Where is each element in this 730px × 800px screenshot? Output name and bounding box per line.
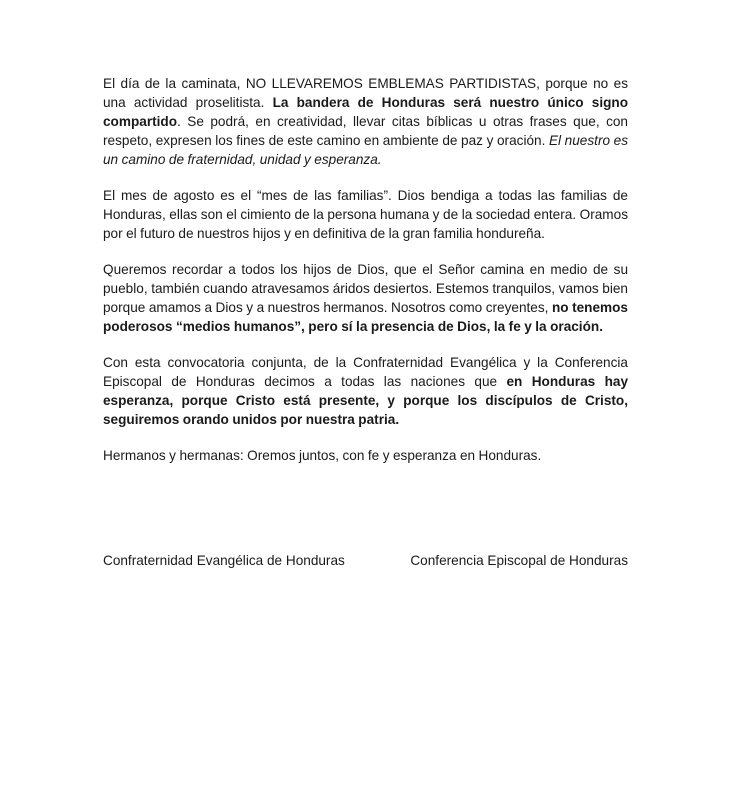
paragraph-convocatoria (103, 353, 628, 429)
text-run: Hermanos y hermanas: Oremos juntos, con fe y esperanza en Honduras. (103, 448, 542, 463)
paragraph-caminata (103, 74, 628, 169)
paragraph-hijos-de-dios (103, 260, 628, 336)
signature-block (103, 551, 628, 570)
text-run: El día de la caminata, NO LLEVAREMOS EMBLEMAS PARTIDISTAS, porque no es una actividad proselitista. (103, 76, 628, 110)
bold-run: no tenemos poderosos “medios humanos”, pero sí la presencia de Dios, la fe y la oración. (103, 300, 628, 334)
bold-run: La bandera de Honduras será nuestro único signo compartido (103, 95, 629, 129)
text-run: Con esta convocatoria conjunta, de la Confraternidad Evangélica y la Conferencia Episcopal de Honduras decimos a todas las naciones que (103, 355, 628, 389)
paragraph-familias (103, 186, 628, 243)
bold-run: en Honduras hay esperanza, porque Cristo está presente, y porque los discípulos de Cristo, seguiremos orando unidos por nuestra patria. (103, 374, 629, 427)
document-body (103, 74, 628, 482)
signature-confraternidad: Confraternidad Evangélica de Honduras (103, 553, 345, 568)
signature-conferencia: Conferencia Episcopal de Honduras (410, 553, 628, 568)
paragraph-oremos (103, 446, 628, 465)
text-run: El mes de agosto es el “mes de las familias”. Dios bendiga a todas las familias de Honduras, ellas son el cimiento de la persona humana y de la sociedad entera. Oramos por el futuro de nuestros hijos y en definitiva de la gran familia hondureña. (103, 188, 628, 241)
text-run: . Se podrá, en creatividad, llevar citas bíblicas u otras frases que, con respeto, expresen los fines de este camino en ambiente de paz y oración. (103, 114, 628, 148)
text-run: Queremos recordar a todos los hijos de Dios, que el Señor camina en medio de su pueblo, también cuando atravesamos áridos desiertos. Estemos tranquilos, vamos bien porque amamos a Dios y a nuestros hermanos. Nosotros como creyentes, (103, 262, 628, 315)
italic-run: El nuestro es un camino de fraternidad, unidad y esperanza. (103, 133, 628, 167)
